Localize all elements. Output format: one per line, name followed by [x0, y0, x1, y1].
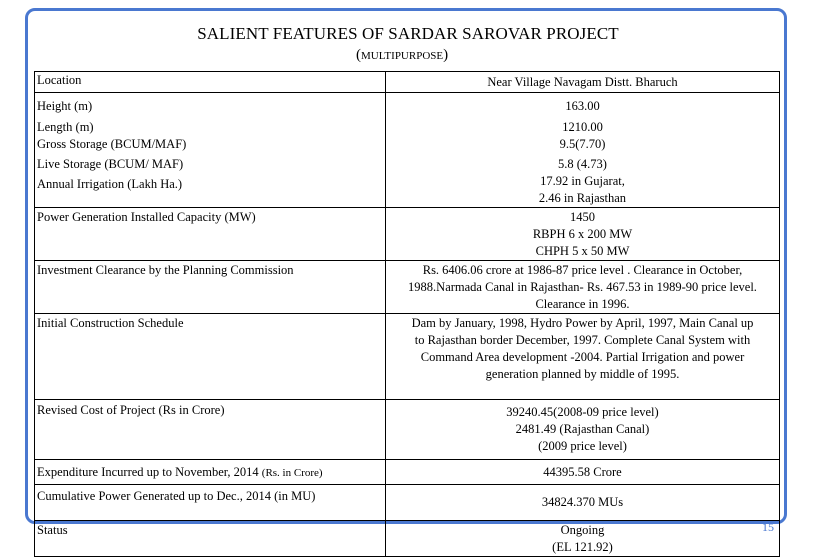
row-label: Cumulative Power Generated up to Dec., 2014 (in MU) [35, 485, 386, 521]
row-value: Dam by January, 1998, Hydro Power by April, 1997, Main Canal up to Rajasthan border December, 1997. Complete Canal System with Command Area development -2004. Partial Irrigation and power generation planned by middle of 1995. [386, 314, 780, 400]
table-row [35, 400, 780, 460]
row-label: Location [35, 72, 386, 93]
row-label: Investment Clearance by the Planning Commission [35, 261, 386, 314]
table-row [35, 521, 780, 557]
table-row [35, 261, 780, 314]
row-value: 1450 RBPH 6 x 200 MW CHPH 5 x 50 MW [386, 208, 780, 261]
table-row [35, 485, 780, 521]
table-row [35, 460, 780, 485]
row-label: Height (m) Length (m) Gross Storage (BCUM/MAF) Live Storage (BCUM/ MAF) Annual Irrigation (Lakh Ha.) [35, 93, 386, 208]
features-table [34, 71, 780, 557]
page-number: 15 [762, 520, 774, 534]
row-label: Revised Cost of Project (Rs in Crore) [35, 400, 386, 460]
row-value: Ongoing (EL 121.92) [386, 521, 780, 557]
row-value: Near Village Navagam Distt. Bharuch [386, 72, 780, 93]
row-value: 39240.45(2008-09 price level) 2481.49 (Rajasthan Canal) (2009 price level) [386, 400, 780, 460]
row-label: Expenditure Incurred up to November, 2014 (Rs. in Crore) [35, 460, 386, 485]
table-row [35, 72, 780, 93]
slide-subtitle: (MULTIPURPOSE) [356, 47, 449, 63]
row-value: 163.00 1210.00 9.5(7.70) 5.8 (4.73) 17.92 in Gujarat, 2.46 in Rajasthan [386, 93, 780, 208]
row-value: 44395.58 Crore [386, 460, 780, 485]
row-value: 34824.370 MUs [386, 485, 780, 521]
row-label: Status [35, 521, 386, 557]
row-label: Power Generation Installed Capacity (MW) [35, 208, 386, 261]
row-value: Rs. 6406.06 crore at 1986-87 price level . Clearance in October, 1988.Narmada Canal in Rajasthan- Rs. 467.53 in 1989-90 price level. Clearance in 1996. [386, 261, 780, 314]
row-label: Initial Construction Schedule [35, 314, 386, 400]
table-row [35, 314, 780, 400]
table-row [35, 208, 780, 261]
table-row [35, 93, 780, 208]
slide-title: SALIENT FEATURES OF SARDAR SAROVAR PROJECT [197, 24, 619, 43]
